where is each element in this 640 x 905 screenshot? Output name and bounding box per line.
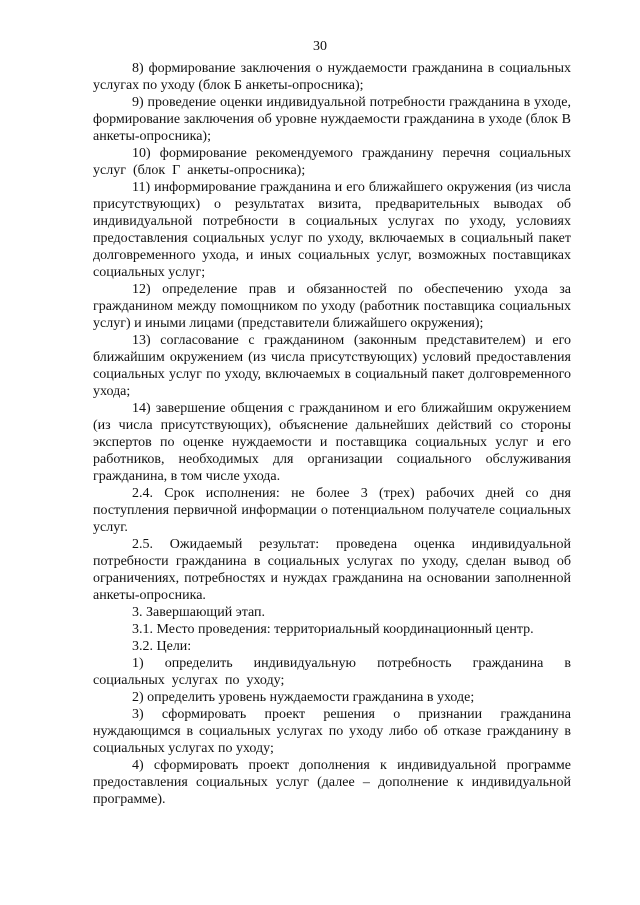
goal-item-4: 4) сформировать проект дополнения к индивидуальной программе предоставления социальных услуг (далее – дополнение к индивидуальной программе). xyxy=(93,758,571,807)
page-number: 30 xyxy=(313,39,327,54)
goal-item-2: 2) определить уровень нуждаемости гражданина в уходе; xyxy=(132,690,475,705)
paragraph-location: 3.1. Место проведения: территориальный координационный центр. xyxy=(132,622,534,637)
paragraph-deadline: 2.4. Срок исполнения: не более 3 (трех) рабочих дней со дня поступления первичной информации о потенциальном получателе социальных услуг. xyxy=(93,486,571,535)
paragraph-goals-heading: 3.2. Цели: xyxy=(132,639,192,654)
paragraph-item-9: 9) проведение оценки индивидуальной потребности гражданина в уходе, формирование заключения об уровне нуждаемости гражданина в уходе (блок В анкеты-опросника); xyxy=(93,95,571,144)
paragraph-item-12: 12) определение прав и обязанностей по обеспечению ухода за гражданином между помощником по уходу (работник поставщика социальных услуг) и иными лицами (представители ближайшего окружения); xyxy=(93,282,571,331)
document-body xyxy=(93,60,571,808)
paragraph-item-14: 14) завершение общения с гражданином и его ближайшим окружением (из числа присутствующих), объяснение дальнейших действий со стороны экспертов по оценке нуждаемости и поставщика социальных услуг и его работников, необходимых для организации социального обслуживания гражданина, в том числе ухода. xyxy=(93,401,571,484)
paragraph-item-11: 11) информирование гражданина и его ближайшего окружения (из числа присутствующих) о результатах визита, предварительных выводах об индивидуальной потребности в социальных услугах по уходу, условиях предоставления социальных услуг по уходу, включаемых в социальный пакет долговременного ухода, и иных социальных услуг, возможных поставщиках социальных услуг; xyxy=(93,180,571,280)
section-heading-final-stage: 3. Завершающий этап. xyxy=(132,605,266,620)
paragraph-item-10: 10) формирование рекомендуемого гражданину перечня социальных услуг (блок Г анкеты-опросника); xyxy=(93,146,571,178)
paragraph-expected-result: 2.5. Ожидаемый результат: проведена оценка индивидуальной потребности гражданина в социальных услугах по уходу, сделан вывод об ограничениях, потребностях и нуждах гражданина на основании заполненной анкеты-опросника. xyxy=(93,537,571,603)
paragraph-item-8: 8) формирование заключения о нуждаемости гражданина в социальных услугах по уходу (блок Б анкеты-опросника); xyxy=(93,61,571,93)
goal-item-3: 3) сформировать проект решения о признании гражданина нуждающимся в социальных услугах по уходу либо об отказе гражданину в социальных услугах по уходу; xyxy=(93,707,571,756)
paragraph-item-13: 13) согласование с гражданином (законным представителем) и его ближайшим окружением (из числа присутствующих) условий предоставления социальных услуг по уходу, включаемых в социальный пакет долговременного ухода; xyxy=(93,333,571,399)
goal-item-1: 1) определить индивидуальную потребность гражданина в социальных услугах по уходу; xyxy=(93,656,571,688)
